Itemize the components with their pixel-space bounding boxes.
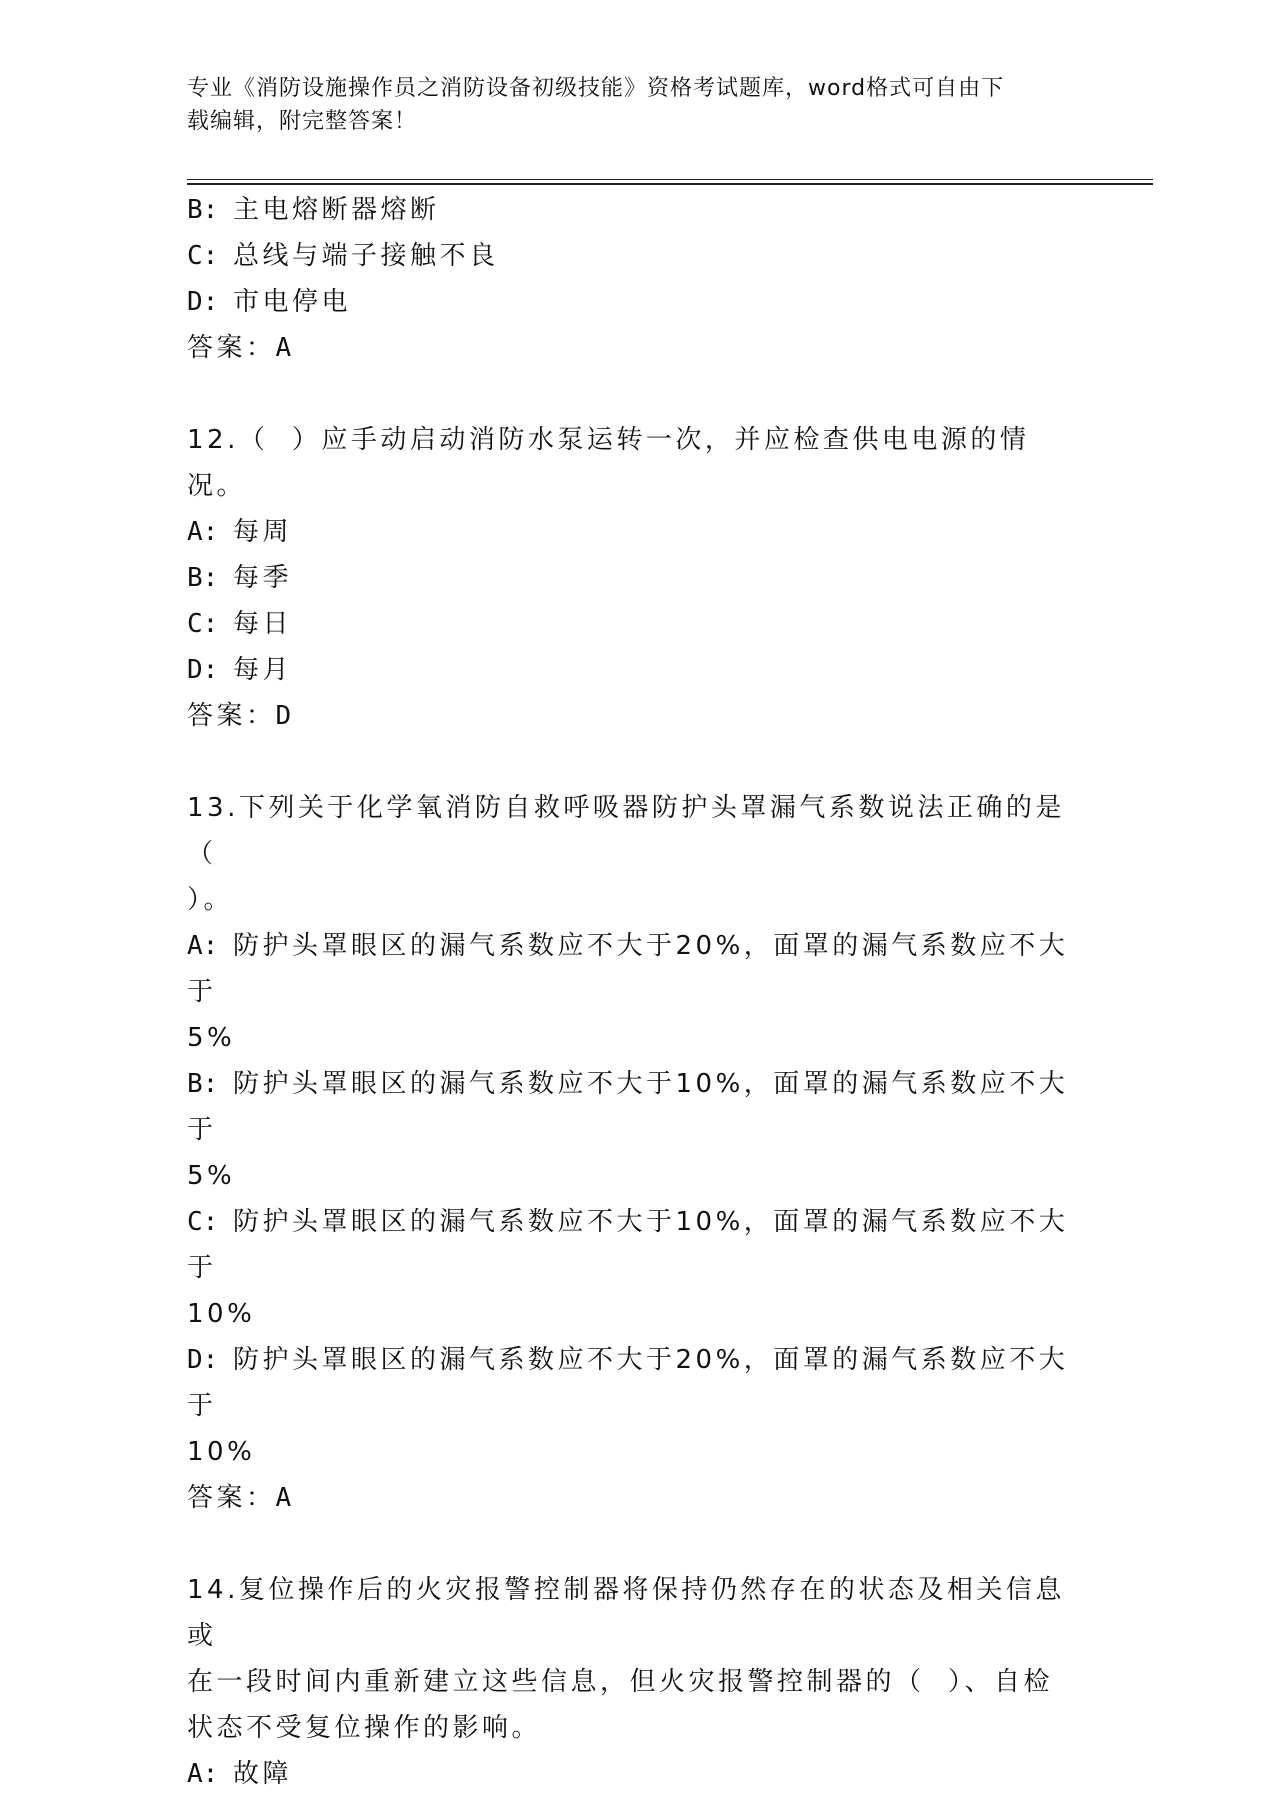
question-13 bbox=[187, 785, 1087, 1521]
option-letter: A: bbox=[187, 931, 219, 961]
header-divider-thick bbox=[187, 183, 1153, 185]
answer-label: 答案： bbox=[187, 1483, 276, 1513]
option-letter: D: bbox=[187, 655, 219, 685]
document-header bbox=[187, 72, 1067, 138]
question-12 bbox=[187, 417, 1087, 739]
header-line-2: 载编辑，附完整答案！ bbox=[187, 109, 418, 134]
question-stem: 12.（ ）应手动启动消防水泵运转一次，并应检查供电电源的情况。 bbox=[187, 425, 1030, 501]
answer-line bbox=[187, 1475, 1087, 1521]
option-text: 总线与端子接触不良 bbox=[233, 241, 499, 271]
option-b bbox=[187, 187, 1087, 233]
option-letter: D: bbox=[187, 1345, 219, 1375]
option-letter: A: bbox=[187, 1759, 219, 1789]
answer-line bbox=[187, 325, 1087, 371]
option-d bbox=[187, 647, 1087, 693]
option-letter: B: bbox=[187, 1069, 219, 1099]
answer-value: A bbox=[275, 1483, 292, 1513]
question-stem-line-2: 在一段时间内重新建立这些信息，但火灾报警控制器的（ ）、自检 bbox=[187, 1667, 1054, 1697]
question-stem-line-1: 14.复位操作后的火灾报警控制器将保持仍然存在的状态及相关信息或 bbox=[187, 1575, 1065, 1651]
option-a-continuation: 5% bbox=[187, 1023, 236, 1053]
spacer bbox=[187, 739, 1087, 785]
option-letter: C: bbox=[187, 1207, 219, 1237]
spacer bbox=[187, 371, 1087, 417]
question-11 bbox=[187, 187, 1087, 371]
option-letter: C: bbox=[187, 241, 219, 271]
question-stem-line-3: 状态不受复位操作的影响。 bbox=[187, 1713, 542, 1743]
option-text: 每日 bbox=[233, 609, 293, 639]
option-a bbox=[187, 923, 1087, 1015]
option-letter: A: bbox=[187, 517, 219, 547]
option-c bbox=[187, 1199, 1087, 1291]
header-divider-thin bbox=[187, 179, 1153, 180]
option-d bbox=[187, 1337, 1087, 1429]
option-letter: D: bbox=[187, 287, 219, 317]
option-text: 每周 bbox=[233, 517, 293, 547]
option-text: 市电停电 bbox=[233, 287, 352, 317]
answer-line bbox=[187, 693, 1087, 739]
question-stem-line-1: 13.下列关于化学氧消防自救呼吸器防护头罩漏气系数说法正确的是（ bbox=[187, 793, 1065, 869]
option-a bbox=[187, 509, 1087, 555]
option-text: 防护头罩眼区的漏气系数应不大于10%，面罩的漏气系数应不大于 bbox=[187, 1207, 1069, 1283]
question-list bbox=[187, 187, 1087, 1797]
header-line-1: 专业《消防设施操作员之消防设备初级技能》资格考试题库，word格式可自由下 bbox=[187, 76, 1005, 101]
option-a bbox=[187, 1751, 1087, 1797]
spacer bbox=[187, 1521, 1087, 1567]
option-b bbox=[187, 555, 1087, 601]
option-text: 故障 bbox=[233, 1759, 293, 1789]
option-c-continuation: 10% bbox=[187, 1299, 256, 1329]
question-stem-line-2: ）。 bbox=[187, 885, 234, 915]
question-14 bbox=[187, 1567, 1087, 1797]
option-c bbox=[187, 233, 1087, 279]
option-c bbox=[187, 601, 1087, 647]
option-d-continuation: 10% bbox=[187, 1437, 256, 1467]
option-text: 防护头罩眼区的漏气系数应不大于20%，面罩的漏气系数应不大于 bbox=[187, 931, 1069, 1007]
option-letter: B: bbox=[187, 563, 219, 593]
option-text: 防护头罩眼区的漏气系数应不大于10%，面罩的漏气系数应不大于 bbox=[187, 1069, 1069, 1145]
answer-value: A bbox=[275, 333, 292, 363]
option-text: 每月 bbox=[233, 655, 293, 685]
option-letter: C: bbox=[187, 609, 219, 639]
option-text: 每季 bbox=[233, 563, 293, 593]
option-d bbox=[187, 279, 1087, 325]
option-text: 主电熔断器熔断 bbox=[233, 195, 440, 225]
option-text: 防护头罩眼区的漏气系数应不大于20%，面罩的漏气系数应不大于 bbox=[187, 1345, 1069, 1421]
answer-label: 答案： bbox=[187, 333, 276, 363]
answer-label: 答案： bbox=[187, 701, 276, 731]
option-letter: B: bbox=[187, 195, 219, 225]
option-b-continuation: 5% bbox=[187, 1161, 236, 1191]
option-b bbox=[187, 1061, 1087, 1153]
answer-value: D bbox=[275, 701, 292, 731]
